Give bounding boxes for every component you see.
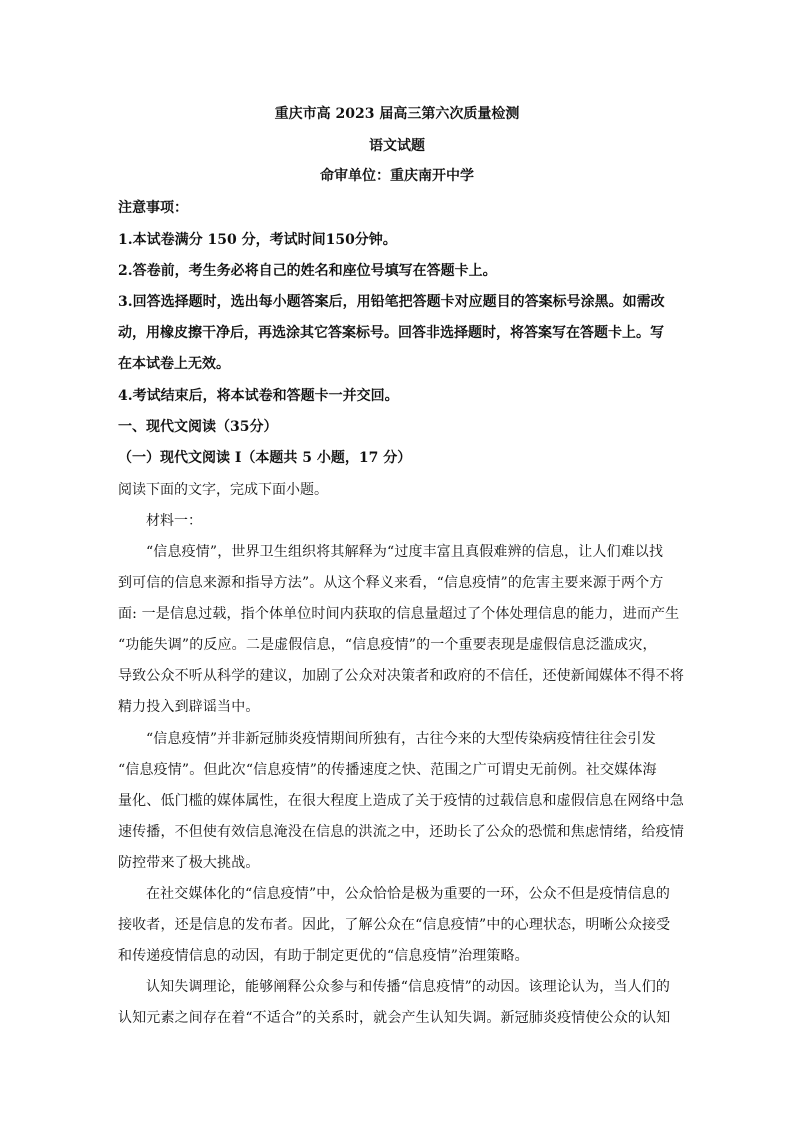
notes-heading: 注意事项： — [118, 200, 188, 216]
paragraph-line: 速传播，不但使有效信息淹没在信息的洪流之中，还助长了公众的恐慌和焦虑情绪，给疫情 — [118, 824, 684, 840]
exam-title: 重庆市高 2023 届高三第六次质量检测 — [274, 106, 520, 122]
paragraph-line: 面: 一是信息过载，指个体单位时间内获取的信息量超过了个体处理信息的能力，进而产生 — [118, 606, 680, 622]
note-line: 1.本试卷满分 150 分，考试时间150分钟。 — [118, 232, 397, 248]
paragraph-line: “信息疫情”并非新冠肺炎疫情期间所独有，古往今来的大型传染病疫情往往会引发 — [146, 731, 656, 747]
section-title: 一、现代文阅读（35分） — [118, 419, 278, 435]
note-line: 2.答卷前，考生务必将自己的姓名和座位号填写在答题卡上。 — [118, 263, 497, 279]
paragraph-line: “信息疫情”，世界卫生组织将其解释为“过度丰富且真假难辨的信息，让人们难以找 — [146, 544, 664, 560]
paragraph-line: 到可信的信息来源和指导方法”。从这个释义来看，“信息疫情”的危害主要来源于两个方 — [118, 575, 664, 591]
paragraph-line: 认知失调理论，能够阐释公众参与和传播“信息疫情”的动因。该理论认为，当人们的 — [146, 979, 671, 995]
author-line: 命审单位：重庆南开中学 — [320, 168, 474, 184]
paragraph-line: 精力投入到辟谣当中。 — [118, 699, 260, 715]
material-label: 材料一： — [146, 513, 202, 529]
instruction-text: 阅读下面的文字，完成下面小题。 — [118, 482, 328, 498]
section-subtitle: （一）现代文阅读 I（本题共 5 小题，17 分） — [118, 450, 412, 466]
paragraph-line: “功能失调”的反应。二是虚假信息，“信息疫情”的一个重要表现是虚假信息泛滥成灾， — [118, 637, 657, 653]
paragraph-line: 接收者，还是信息的发布者。因此，了解公众在“信息疫情”中的心理状态，明晰公众接受 — [118, 917, 671, 933]
note-line: 3.回答选择题时，选出每小题答案后，用铅笔把答题卡对应题目的答案标号涂黑。如需改 — [118, 294, 665, 310]
paragraph-line: 导致公众不听从科学的建议，加剧了公众对决策者和政府的不信任，还使新闻媒体不得不将 — [118, 668, 684, 684]
note-line: 4.考试结束后，将本试卷和答题卡一并交回。 — [118, 388, 399, 404]
note-line: 在本试卷上无效。 — [118, 356, 230, 372]
paragraph-line: 和传递疫情信息的动因，有助于制定更优的“信息疫情”治理策略。 — [118, 948, 529, 964]
subject-title: 语文试题 — [369, 138, 425, 154]
paragraph-line: 量化、低门槛的媒体属性，在很大程度上造成了关于疫情的过载信息和虚假信息在网络中急 — [118, 793, 684, 809]
paragraph-line: 在社交媒体化的“信息疫情”中，公众恰恰是极为重要的一环，公众不但是疫情信息的 — [146, 886, 671, 902]
note-line: 动，用橡皮擦干净后，再选涂其它答案标号。回答非选择题时，将答案写在答题卡上。写 — [118, 325, 664, 341]
paragraph-line: “信息疫情”。但此次“信息疫情”的传播速度之快、范围之广可谓史无前例。社交媒体海 — [118, 762, 657, 778]
paragraph-line: 认知元素之间存在着“不适合”的关系时，就会产生认知失调。新冠肺炎疫情使公众的认知 — [118, 1010, 671, 1026]
paragraph-line: 防控带来了极大挑战。 — [118, 855, 260, 871]
